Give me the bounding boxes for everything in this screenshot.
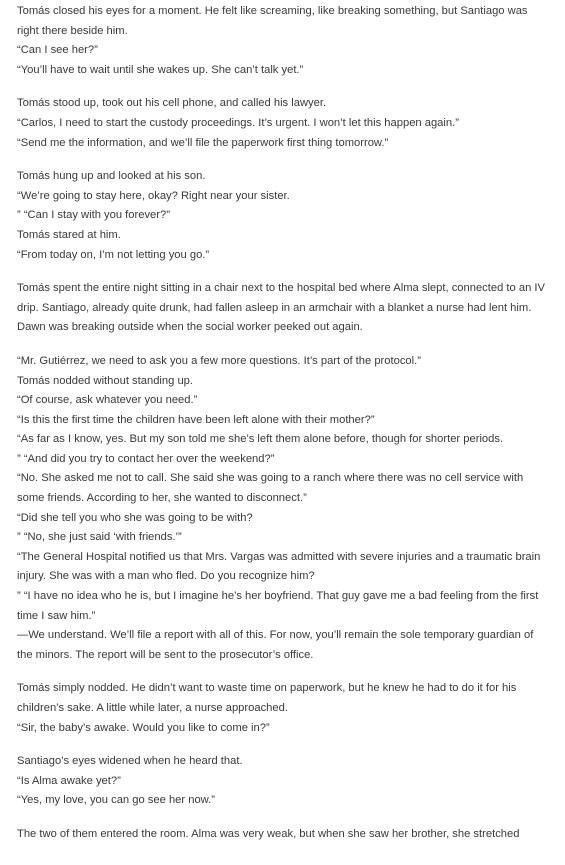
text-line: ” “Can I stay with you forever?” <box>17 209 170 222</box>
text-line: Tomás stared at him. <box>17 228 121 241</box>
text-line: —We understand. We’ll file a report with all of this. For now, you’ll remain the sole temporary guardian of the minors. The report will be sent to the prosecutor’s office. <box>17 629 534 661</box>
text-line: Santiago’s eyes widened when he heard that. <box>17 755 243 768</box>
paragraph <box>17 825 550 845</box>
text-line: “Sir, the baby’s awake. Would you like to come in?” <box>17 721 270 734</box>
text-line: “We’re going to stay here, okay? Right near your sister. <box>17 189 290 202</box>
text-line: The two of them entered the room. Alma was very weak, but when she saw her brother, she stretched <box>17 827 520 840</box>
story-text <box>17 2 550 859</box>
text-line: “As far as I know, yes. But my son told me she’s left them alone before, though for shorter periods. <box>17 433 504 446</box>
text-line: “Can I see her?” <box>17 44 98 57</box>
text-line: “Of course, ask whatever you need.” <box>17 394 198 407</box>
paragraph <box>17 94 550 153</box>
text-line: ” “And did you try to contact her over the weekend?” <box>17 452 275 465</box>
paragraph <box>17 352 550 666</box>
paragraph <box>17 679 550 738</box>
text-line: Tomás hung up and looked at his son. <box>17 170 206 183</box>
paragraph <box>17 167 550 265</box>
text-line: “Did she tell you who she was going to be with? <box>17 511 253 524</box>
text-line: Tomás simply nodded. He didn’t want to waste time on paperwork, but he knew he had to do it for his children’s sake. A little while later, a nurse approached. <box>17 682 517 714</box>
text-line: Tomás spent the entire night sitting in a chair next to the hospital bed where Alma slept, connected to an IV drip. Santiago, already quite drunk, had fallen asleep in an armchair with a blanket a nurse had lent him. Dawn was breaking outside when the social worker peeked out again. <box>17 282 545 334</box>
paragraph <box>17 2 550 80</box>
text-line: “The General Hospital notified us that Mrs. Vargas was admitted with severe injuries and a traumatic brain injury. She was with a man who fled. Do you recognize him? <box>17 550 541 583</box>
text-line: “Is Alma awake yet?” <box>17 774 121 787</box>
text-line: “Send me the information, and we’ll file the paperwork first thing tomorrow.” <box>17 136 389 149</box>
text-line: “Mr. Gutiérrez, we need to ask you a few more questions. It’s part of the protocol.” <box>17 354 421 367</box>
text-line: Tomás nodded without standing up. <box>17 374 194 387</box>
text-line: ” “I have no idea who he is, but I imagine he’s her boyfriend. That guy gave me a bad feeling from the first time I saw him.” <box>17 590 539 622</box>
text-line: “Yes, my love, you can go see her now.” <box>17 794 215 807</box>
text-line: “You’ll have to wait until she wakes up. She can’t talk yet.” <box>17 63 304 76</box>
text-line: ” “No, she just said ‘with friends.’” <box>17 531 182 544</box>
text-line: “Carlos, I need to start the custody proceedings. It’s urgent. I won’t let this happen again.” <box>17 116 459 129</box>
paragraph <box>17 752 550 811</box>
paragraph <box>17 279 550 338</box>
text-line: “Is this the first time the children have been left alone with their mother?” <box>17 413 375 426</box>
text-line: Tomás closed his eyes for a moment. He felt like screaming, like breaking something, but Santiago was right there beside him. <box>17 5 528 37</box>
text-line: “No. She asked me not to call. She said she was going to a ranch where there was no cell service with some friends. According to her, she wanted to disconnect.” <box>17 472 524 505</box>
text-line: “From today on, I’m not letting you go.” <box>17 248 210 261</box>
text-line: Tomás stood up, took out his cell phone, and called his lawyer. <box>17 97 327 110</box>
